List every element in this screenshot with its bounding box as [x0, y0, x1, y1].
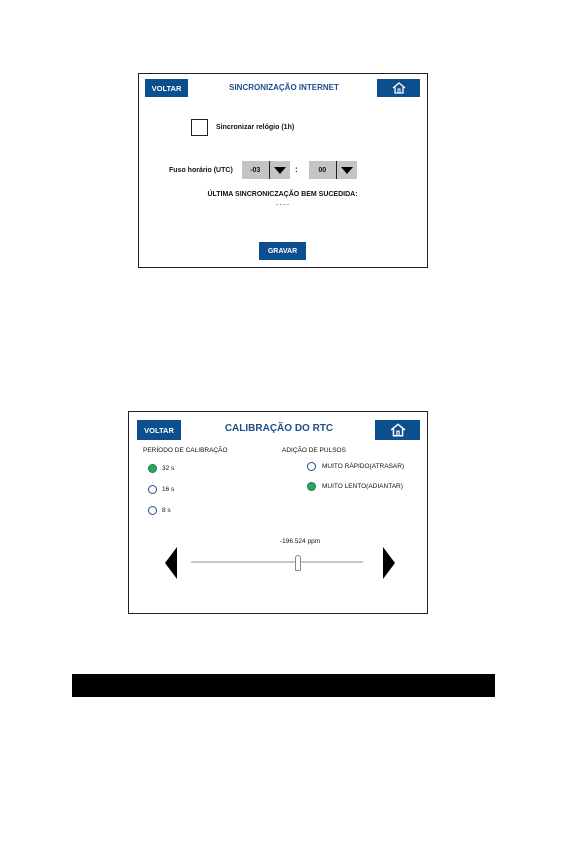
- radio-unselected-icon[interactable]: [307, 462, 316, 471]
- radio-selected-icon[interactable]: [148, 464, 157, 473]
- chevron-down-icon: [341, 167, 353, 174]
- pulse-heading: ADIÇÃO DE PULSOS: [282, 447, 346, 454]
- back-button[interactable]: VOLTAR: [145, 79, 188, 97]
- home-icon: [392, 82, 406, 94]
- period-heading: PERÍODO DE CALIBRAÇÃO: [143, 447, 228, 454]
- black-bar: [72, 674, 495, 697]
- period-option-label: 8 s: [162, 507, 171, 514]
- back-button[interactable]: VOLTAR: [137, 420, 181, 440]
- radio-unselected-icon[interactable]: [148, 506, 157, 515]
- timezone-label: Fuso horário (UTC): [169, 167, 233, 174]
- slider-thumb[interactable]: [295, 555, 301, 571]
- chevron-down-icon: [274, 167, 286, 174]
- rtc-calibration-screen: [128, 411, 428, 614]
- save-button[interactable]: GRAVAR: [259, 242, 306, 260]
- timezone-minutes-value: 00: [318, 166, 327, 174]
- slider-increase-button[interactable]: [383, 547, 395, 579]
- page-title: SINCRONIZAÇÃO INTERNET: [229, 83, 339, 92]
- pulse-option-label: MUITO LENTO(ADIANTAR): [322, 483, 403, 490]
- home-icon: [390, 423, 406, 437]
- timezone-hours-dropdown[interactable]: [242, 161, 290, 179]
- period-option-label: 32 s: [162, 465, 175, 472]
- ppm-value: -196.524 ppm: [280, 538, 321, 545]
- slider-decrease-button[interactable]: [165, 547, 177, 579]
- radio-unselected-icon[interactable]: [148, 485, 157, 494]
- timezone-minutes-dropdown[interactable]: [309, 161, 357, 179]
- sync-clock-checkbox[interactable]: [191, 119, 208, 136]
- pulse-option-label: MUITO RÁPIDO(ATRASAR): [322, 463, 405, 470]
- last-sync-value: - - - -: [276, 202, 289, 208]
- period-option-label: 16 s: [162, 486, 175, 493]
- sync-clock-label: Sincronizar relógio (1h): [216, 124, 295, 131]
- home-button[interactable]: [375, 420, 420, 440]
- timezone-hours-value: -03: [250, 166, 261, 174]
- slider-track[interactable]: [191, 561, 363, 563]
- radio-selected-icon[interactable]: [307, 482, 316, 491]
- page-title: CALIBRAÇÃO DO RTC: [224, 423, 334, 434]
- last-sync-label: ÚLTIMA SINCRONICZAÇÃO BEM SUCEDIDA:: [207, 191, 358, 198]
- timezone-separator: :: [295, 165, 298, 174]
- home-button[interactable]: [377, 79, 420, 97]
- sync-screen: [138, 73, 428, 268]
